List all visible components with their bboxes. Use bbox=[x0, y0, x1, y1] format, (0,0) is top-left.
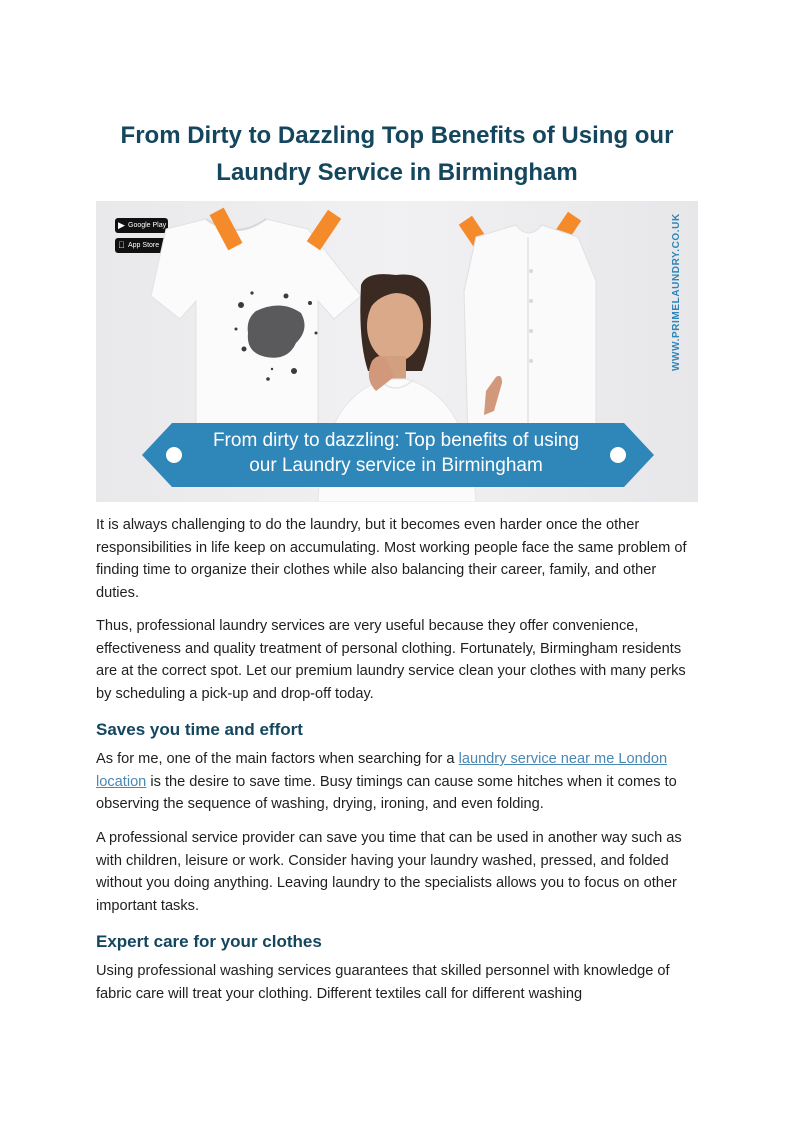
ribbon-line-1: From dirty to dazzling: Top benefits of using bbox=[212, 430, 580, 451]
google-play-badge[interactable]: ▶ Google Play bbox=[115, 218, 168, 233]
app-store-badge[interactable]: App Store bbox=[115, 238, 168, 253]
ribbon-dot-right bbox=[610, 447, 626, 463]
ribbon-line-2: our Laundry service in Birmingham bbox=[249, 455, 543, 476]
provider-paragraph: A professional service provider can save you time that can be used in another way such as with children, leisure or work. Consider having your laundry washed, pressed, and folded without you doing anything. Leaving laundry to the specialists allows you to focus on other important tasks. bbox=[96, 830, 682, 914]
intro-paragraph: It is always challenging to do the laundry, but it becomes even harder once the other responsibilities in life keep on accumulating. Most working people face the same problem of finding time to organize their clothes while also balancing their career, family, and other duties. bbox=[96, 517, 687, 601]
benefits-paragraph: Thus, professional laundry services are very useful because they offer convenience, effectiveness and quality treatment of personal clothing. Fortunately, Birmingham residents are at the correct spot. Let our premium laundry service clean your clothes with many perks by scheduling a pick-up and drop-off today. bbox=[96, 618, 686, 702]
care-paragraph: Using professional washing services guarantees that skilled personnel with knowledge of fabric care will treat your clothing. Different textiles call for different washing bbox=[96, 963, 670, 1002]
laundry-service-link[interactable]: laundry service near me London location bbox=[96, 751, 668, 790]
banner-ribbon-text bbox=[186, 428, 606, 478]
play-icon: ▶ bbox=[118, 220, 125, 230]
page-title bbox=[96, 117, 698, 191]
white-shirt bbox=[464, 225, 596, 441]
section-heading-care: Expert care for your clothes bbox=[96, 932, 322, 951]
hero-banner-image bbox=[96, 201, 698, 502]
section-heading-time: Saves you time and effort bbox=[96, 720, 303, 739]
title-line-1: From Dirty to Dazzling Top Benefits of Using our bbox=[120, 122, 674, 149]
time-paragraph: As for me, one of the main factors when searching for a laundry service near me London location is the desire to save time. Busy timings can cause some hitches when it comes to observing the sequence of washing, drying, ironing, and even folding. bbox=[96, 751, 677, 813]
title-line-2: Laundry Service in Birmingham bbox=[216, 159, 578, 186]
ribbon-dot-left bbox=[166, 447, 182, 463]
website-url: WWW.PRIMELAUNDRY.CO.UK bbox=[671, 213, 682, 371]
